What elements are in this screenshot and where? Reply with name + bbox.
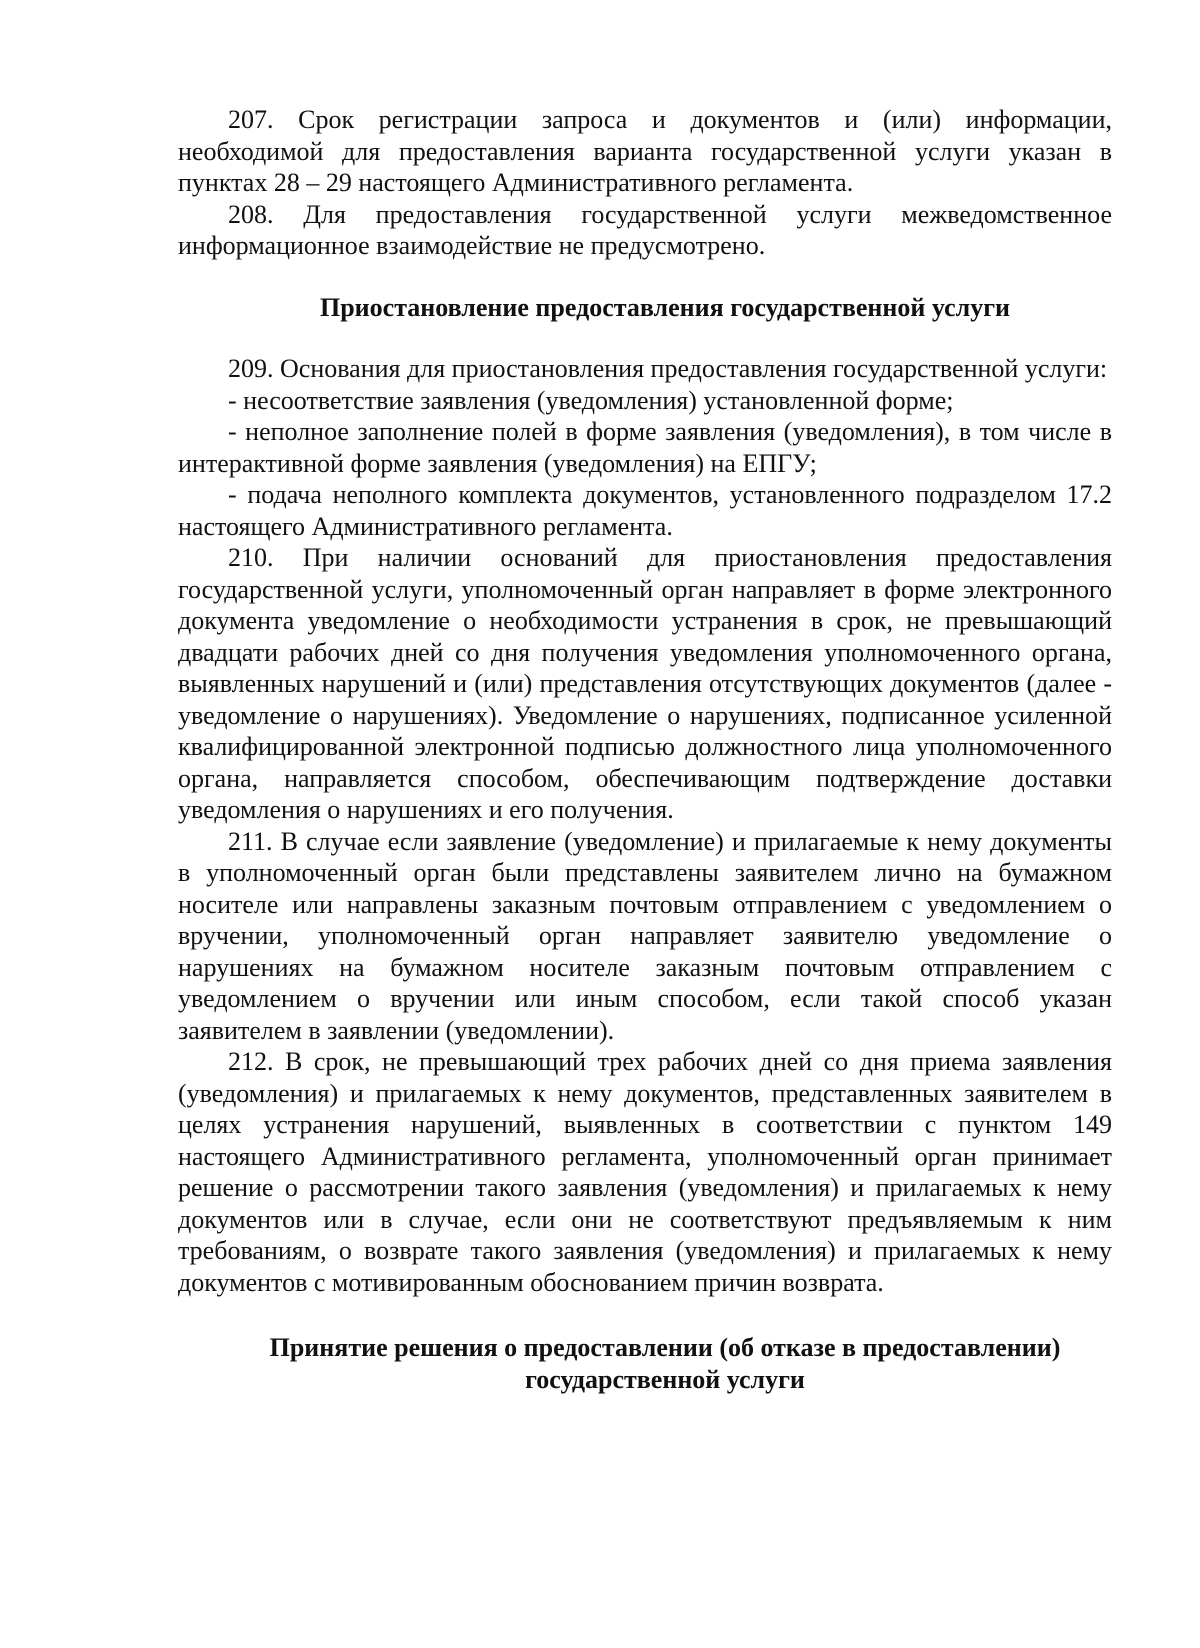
list-item-incomplete-documents: - подача неполного комплекта документов, установленного подразделом 17.2 настоящего Административного регламента. — [178, 480, 1112, 541]
list-item-nonconformity: - несоответствие заявления (уведомления) установленной форме; — [228, 385, 954, 415]
paragraph-210: 210. При наличии оснований для приостановления предоставления государственной услуги, уполномоченный орган направляет в форме электронного документа уведомление о необходимости устранения в срок, не превышающий двадцати рабочих дней со дня получения уведомления уполномоченного органа, выявленных нарушений и (или) представления отсутствующих документов (далее - уведомление о нарушениях). Уведомление о нарушениях, подписанное усиленной квалифицированной электронной подписью должностного лица уполномоченного органа, направляется способом, обеспечивающим подтверждение доставки уведомления о нарушениях и его получения. — [178, 543, 1112, 824]
paragraph-208: 208. Для предоставления государственной услуги межведомственное информационное взаимодействие не предусмотрено. — [178, 199, 1112, 260]
paragraph-212: 212. В срок, не превышающий трех рабочих дней со дня приема заявления (уведомления) и прилагаемых к нему документов, представленных заявителем в целях устранения нарушений, выявленных в соответствии с пунктом 149 настоящего Административного регламента, уполномоченный орган принимает решение о рассмотрении такого заявления (уведомления) и прилагаемых к нему документов или в случае, если они не соответствуют предъявляемым к ним требованиям, о возврате такого заявления (уведомления) и прилагаемых к нему документов с мотивированным обоснованием причин возврата. — [178, 1047, 1112, 1297]
paragraph-211: 211. В случае если заявление (уведомление) и прилагаемые к нему документы в уполномоченный орган были представлены заявителем лично на бумажном носителе или направлены заказным почтовым отправлением с уведомлением о вручении, уполномоченный орган направляет заявителю уведомление о нарушениях на бумажном носителе заказным почтовым отправлением с уведомлением о вручении или иным способом, если такой способ указан заявителем в заявлении (уведомлении). — [178, 826, 1112, 1045]
list-item-incomplete-fields: - неполное заполнение полей в форме заявления (уведомления), в том числе в интерактивной форме заявления (уведомления) на ЕПГУ; — [178, 417, 1112, 478]
section-heading-decision-line2: государственной услуги — [525, 1365, 805, 1394]
paragraph-209: 209. Основания для приостановления предоставления государственной услуги: — [228, 354, 1108, 383]
document-page — [178, 104, 1112, 1396]
section-heading-suspension: Приостановление предоставления государственной услуги — [319, 292, 1010, 322]
paragraph-207: 207. Срок регистрации запроса и документов и (или) информации, необходимой для предоставления варианта государственной услуги указан в пунктах 28 – 29 настоящего Административного регламента. — [178, 105, 1112, 197]
section-heading-decision — [178, 1332, 1112, 1396]
section-heading-decision-line1: Принятие решения о предоставлении (об отказе в предоставлении) — [269, 1333, 1061, 1362]
